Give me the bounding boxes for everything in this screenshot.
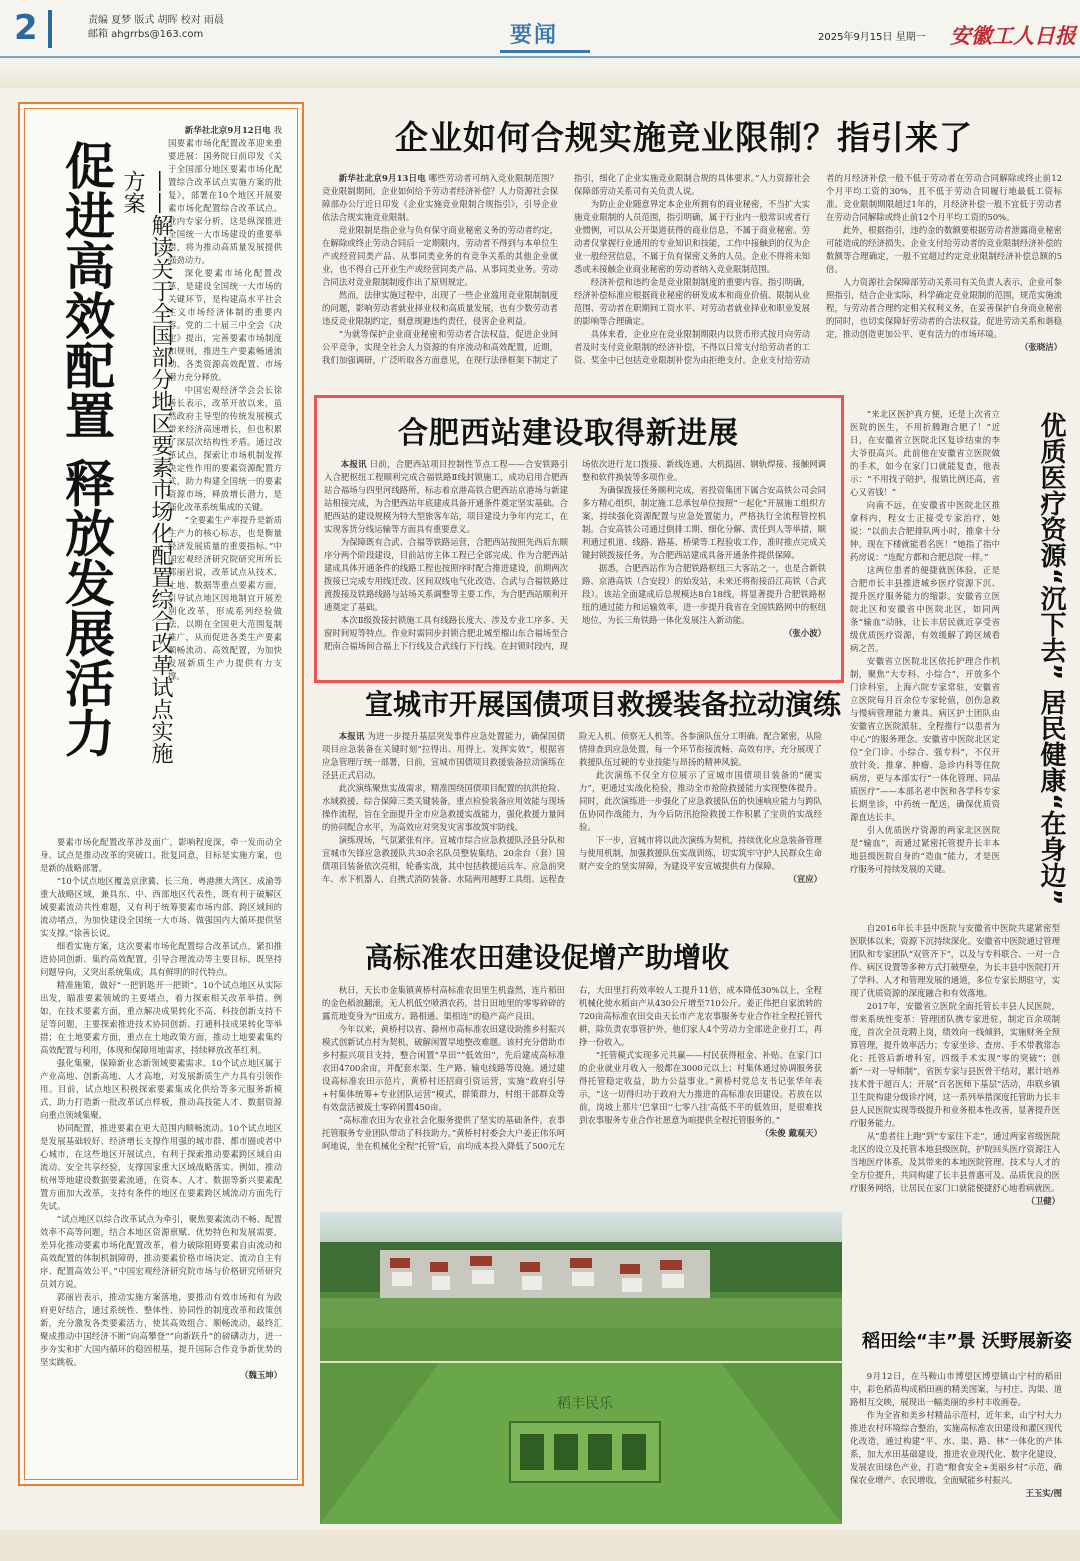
lead-paragraph: 精准施策，做好“一把钥匙开一把锁”。10个试点地区从实际出发，瞄准要素领域的主要堵点，着力探索相关改革举措。例如，在技术要素方面，重点解决成果转化不高、科技创新支持不足等问题，主要探索推进技术协同创新、打通科技成果转化等举措；在土地要素方面，重点在土地政策方面，推动土地要素集约高效配置与利用，体现和保障用地需求，持续释放改革红利。 bbox=[40, 980, 282, 1055]
lead-byline: 新华社北京9月12日电 bbox=[184, 125, 271, 135]
news6-body-continued bbox=[850, 922, 1060, 1262]
news1-byline: 新华社北京9月13日电 bbox=[338, 173, 426, 183]
section-name: 要闻 bbox=[510, 23, 559, 48]
news1-author: （张晓洁） bbox=[1020, 342, 1062, 352]
news3-byline: 本报讯 bbox=[338, 731, 365, 741]
news2-paragraph: 本次Ⅱ级拨接封锁施工具有线路长度大、涉及专业工序多、天窗时间短等特点。作业时需同步封锁合肥北城至榴山东合福场至合肥南合福场间合福上下行线及合武线行下行线。在封锁时段内，现场依次进行龙口拨接、新线连通、大机捣固、钢轨焊接、接触网调整和软件换装等多项作业。 bbox=[324, 459, 826, 651]
news3-headline: 宣城市开展国债项目救援装备拉动演练 bbox=[365, 688, 842, 721]
news4-paragraph: “托管模式实现多元共赢——村民获得租金、补贴、在家门口的企业就业月收入一般都在3000元以上；村集体通过协调服务获得托管稳定收益，助力公益事业。”黄桥村党总支书记张华年表示，“这一切得归功于政府大力推进的高标准农田建设。若放在以前，岗坡上那片‘巴掌田’‘七零八挂’高低不平的低效田，是很难找到农事服务专业合作社愿意为咱提供全程托管服务的。” bbox=[579, 1050, 822, 1125]
lead-paragraph: 我国要素市场化配置改革迎来重要进展：国务院日前印发《关于全国部分地区要素市场化配置综合改革试点实施方案的批复》，部署在10个地区开展要素市场化配置综合改革试点。业内专家分析，这是纵深推进全国统一大市场建设的重要举措，将为推动高质量发展提供强劲动力。 bbox=[168, 125, 282, 265]
news3-author: （宣应） bbox=[788, 874, 822, 884]
editors-line: 责编 夏梦 版式 胡晖 校对 雨晨 bbox=[88, 15, 224, 26]
decorative-band bbox=[0, 60, 1080, 88]
news3-paragraph: 下一步，宣城市将以此次演练为契机，持续优化应急装备管理与使用机制，加强救援队伍实战训练，切实筑牢守护人民群众生命财产安全的坚实屏障，为建设平安宣城提供有力保障。 bbox=[579, 835, 822, 871]
lead-article-subtitle: ——解读关于全国部分地区要素市场化配置综合改革试点实施方案 bbox=[120, 170, 173, 764]
news4-paragraph: 秋日，天长市金集镇黄桥村高标准农田里生机盎然，连片稻田的金色稻浪翻滚，无人机低空喷洒农药，昔日田地里的零零碎碎的露荒地变身为“田成方、路相通、渠相连”的稳产高产良田。 bbox=[322, 985, 565, 1021]
news2-paragraph: 为确保拨接任务顺利完成，省投资集团下属合安高铁公司会同多方精心组织，制定施工总承包单位按照“一起化”开展施工组织方案，持续强化资源配置与应急处置能力，严格执行全流程管控机制。合安高铁公司通过倒排工期、细化分解、责任到人等举措，顺利通过机道、线路、路基、桥梁等工程验收工作，准时推点完成关键封锁拨接任务，为合肥西站建成具备开通条件提供保障。 bbox=[582, 485, 826, 560]
news1-paragraph: 此外，根据指引，违约金的数额要根据劳动者泄露商业秘密可能造成的经济损失、企业支付给劳动者的竞业限制经济补偿的数额等合理确定，一般不宜超过约定竞业限制经济补偿总额的5倍。 bbox=[826, 225, 1062, 274]
news1-paragraph: 经济补偿和违约金是竞业限制制度的重要内容。指引明确，经济补偿标准应根据商业秘密的研发成本和商业价值、限制从业范围、劳动者在职期间工资水平、对劳动者就业择业和职业发展的影响等合理确定。 bbox=[574, 277, 810, 326]
news5-body bbox=[850, 1370, 1062, 1526]
news2-author: （张小波） bbox=[784, 628, 826, 638]
news6-paragraph: 安徽省立医院北区依托护理合作机制，聚焦“大专科、小综合”，开放多个门诊科室，上海六院专家常驻，安徽省立医院每月百余位专家轮值，创伤急救与慢病管理能力兼具。病区护士团队由安徽省立医院派驻，全程推行“以患者为中心”的服务理念。安徽省中医院北区定位“全门诊、小综合、强专科”，不仅开放针灸、推拿、肿瘤、急诊内科等住院病房，更与本部实行“一体化管理、同品质医疗”——本部名老中医和各学科专家长期坐诊，中药统一配送，确保优质资源直达长丰。 bbox=[850, 656, 1000, 822]
news4-author: （朱俊 戴观天） bbox=[760, 1128, 822, 1138]
news3-paragraph: 演练现场，气氛紧张有序。宣城市综合应急救援队泾县分队和宣城市矢锋应急救援队共30余名队员整装集结，20余台（套）国债项目装备依次亮相，轮番实战，其中包括救援运兵车、应急前突车、水下机器人、自携式消防装备、水陆两用越野工具组、远程查险无人机、侦察无人机等。各参演队伍分工明确、配合紧密，从险情排查到应急处置，每一个环节衔接流畅、高效有序，充分展现了救援队伍过硬的专业技能与昂扬的精神风貌。 bbox=[322, 731, 822, 884]
news1-paragraph: 人力资源社会保障部劳动关系司有关负责人表示，企业可参照指引，结合企业实际，科学确定竞业限制的范围，规范实施流程，与劳动者合理约定相关权利义务，在妥善保护自身商业秘密的同时，也切实保障好劳动者的合法权益，促进劳动关系和谐稳定，推动创造更加公平、更有活力的市场环境。 bbox=[826, 277, 1062, 339]
news3-paragraph: 此次演练聚焦实战需求，精准围绕国债项目配置的抗洪抢险、水域救援、综合保障三类关键装备，重点检验装备应用效能与现场操作流程，旨在全面提升全市应急救援实战能力，强化救援力量间的协同配合水平，为高效应对突发灾害事故筑牢防线。 bbox=[322, 783, 565, 832]
news3-paragraph: 为进一步提升基层突发事件应急处置能力，确保国债项目应急装备在关键时刻“拉得出、用得上、发挥实效”，根据省应急管理厅统一部署，日前，宣城市国债项目救援装备拉动演练在泾县正式启动。 bbox=[322, 731, 565, 780]
news2-paragraph: 为保障既有合武、合福等铁路运营，合肥西站按照先西后东顺序分两个阶段建设，目前站房主体工程已全部完成。作为合肥西站建成具体开通条件的线路工程也按照序时配合推进建设，前期两次拨接已完成专用线迁改、区间双线电气化改造、合武与合福铁路过渡拨接及铁路线路与站场关系调整等主要工作，为合肥西站顺利开通奠定了基础。 bbox=[324, 537, 568, 612]
lead-paragraph: 中国宏观经济学会会长徐善长表示，改革开放以来，虽然政府主导型的传统发展模式带来经济高速增长，但也积累了深层次结构性矛盾。通过改革试点，探索让市场机制发挥决定性作用的要素资源配置方式，助力构建全国统一的要素资源市场，释放增长潜力，是强化改革系统集成的关键。 bbox=[168, 385, 282, 512]
news4-body bbox=[322, 984, 822, 1206]
news3-paragraph: 此次演练不仅全方位展示了宣城市国债项目装备的“硬实力”，更通过实战化检验，推动全市抢险救援能力实现整体提升。同时，此次演练进一步强化了应急救援队伍的快速响应能力与跨队伍协同作战能力，为今后防汛抢险救援工作积累了宝贵的实战经验。 bbox=[579, 770, 822, 832]
masthead bbox=[0, 0, 1080, 58]
lead-author: （魏玉坤） bbox=[240, 1370, 282, 1380]
lead-paragraph: 郭丽岩表示，推动实施方案落地，要推动有效市场和有为政府更好结合，通过系统性、整体性、协同性的制度改革和政策创新，充分激发各类要素活力，使其高效组合、顺畅流动，最终汇聚成推动中国经济不断“向高攀登”“向新跃升”的磅礴动力，进一步夯实和扩大国内循环的稳固根基，提升国际合作竞争新优势的坚实跳板。 bbox=[40, 1292, 282, 1367]
news6-headline: 优质医疗资源“沉下去” 居民健康“在身边” bbox=[1036, 412, 1066, 906]
news1-body bbox=[322, 172, 1062, 382]
news6-author: （卫健） bbox=[1026, 1196, 1060, 1206]
news4-headline: 高标准农田建设促增产助增收 bbox=[365, 941, 730, 974]
news3-body bbox=[322, 730, 822, 926]
news5-author: 王玉实/图 bbox=[1025, 1488, 1062, 1498]
email-line: 邮箱 ahgrrbs@163.com bbox=[88, 29, 204, 40]
aerial-rice-paddy-photo bbox=[320, 1212, 842, 1524]
newspaper-logo: 安徽工人日报 bbox=[950, 23, 1076, 48]
decorative-bottom-band bbox=[0, 1530, 1080, 1561]
news1-paragraph: 然而，法律实施过程中，出现了一些企业滥用竞业限制制度的问题，影响劳动者就业择业权和高质量发展，也有少数劳动者违反竞业限制约定，刻意规避违约责任，侵害企业利益。 bbox=[322, 290, 558, 326]
lead-paragraph: 协同配置，推进要素在更大范围内顺畅流动。10个试点地区是发展基础较好、经济增长支撑作用强的城市群、都市圈或者中心城市，在这些地区开展试点，有利于探索推动要素跨区域自由流动、安全共享经验，支撑国家重大区域战略落实。例如，推动杭州等地建设数据要素流通，在资本、人才、数据等新兴要素配置方面加大改革，支持有条件的地区在要素跨区域流动方面先行先试。 bbox=[40, 1123, 282, 1211]
lead-paragraph: “全要素生产率提升是新质生产力的核心标志，也是衡量经济发展质量的重要指标。”中国宏观经济研究院研究所所长郭丽岩说，改革试点从技术、土地、数据等重点要素方面，引导试点地区因地制宜开展差别化改革，形成系列经验做法，以期在全国更大范围复制推广，从而促进各类生产要素顺畅流动、高效配置，为加快发展新质生产力提供有力支撑。 bbox=[168, 515, 282, 681]
news2-paragraph: 日前，合肥西站项目控制性节点工程——合安铁路引入合肥枢纽工程顺利完成合福铁路Ⅱ线封锁施工，成功启用合肥西站合福场与四里河线路所，标志着京港高铁合肥西站京港场与新建站相接完成，为合肥西站年底建成具备开通条件奠定坚实基础。合肥西站的建设规模为特大型旅客车站，项目建设力争年内完工，在实现客货分线运输等方面具有重要意义。 bbox=[324, 459, 569, 534]
news6-paragraph: 从“患者往上跑”到“专家往下走”，通过两家省级医院北区的设立及托管本地县级医院，护院回头医疗资源注入当地医疗体系，及其带来的本地医院管理、技术与人才的全方位提升，共同构建了长丰县普惠可及、品质优良的医疗服务网络，让居民在家门口就能便捷舒心地看病就医。 bbox=[850, 1131, 1060, 1193]
news5-paragraph: 作为全省和美乡村精品示范村，近年来，山宁村大力推进农村环境综合整治，实施高标准农田建设和灌区现代化改造，通过构建“平、水、渠、路、林”一体化的产体系，加大水田基础建设，推进农业现代化、数字化建设，发展农田绿色产业，打造“粮食安全+美丽乡村”示范，确保农业增产、农民增收，全面赋能乡村振兴。 bbox=[850, 1410, 1062, 1485]
lead-article-body-bottom bbox=[40, 836, 282, 1466]
news2-byline: 本报讯 bbox=[340, 459, 367, 469]
news6-paragraph: 向南不远，在安徽省中医院北区推拿科内，程女士正接受专家治疗，她说：“以前去合肥排队两小时，推拿十分钟。现在下楼就能看名医！”她指了指中药房说：“连配方都和合肥总院一样。” bbox=[850, 500, 1000, 562]
news4-paragraph: “高标准农田为农业社会化服务提供了坚实的基础条件，农事托管服务专业团队带动了科技助力。”黄桥村村委会大户姜正伟乐呵呵地说，坐在机械化全程“托管”后，亩均成本投入降低了500元左右，大田里打药效率较人工提升11倍，成本降低30%以上，全程机械化使水稻亩产从430公斤增至710公斤。姜正伟把自家流转的720亩高标准农田交由天长市产龙农事服务专业合作社全程托管代耕，除负责农事管护外，他们家人4个劳动力全部进企业打工，再挣一份收入。 bbox=[322, 985, 822, 1151]
news5-paragraph: 9月12日，在马鞍山市博望区博望镇山宁村的稻田中，彩色稻苗构成稻田画的精美图案，与村庄、沟渠、道路相互交映，展现出一幅美丽的乡村丰收画卷。 bbox=[850, 1371, 1062, 1407]
editors-info bbox=[88, 14, 224, 42]
news1-paragraph: 哪些劳动者可纳入竞业限制范围？竞业限制期间，企业如何给予劳动者经济补偿？人力资源社会保障部办公厅近日印发《企业实施竞业限制合规指引》，引导企业依法合规实施竞业限制。 bbox=[322, 173, 559, 222]
page-number-bar bbox=[48, 10, 52, 48]
news6-paragraph: 引入优质医疗资源的两家北区医院是“输血”，而通过紧密托管提升长丰本地县级医院自身的“造血”能力，才是医疗服务可持续发展的关键。 bbox=[850, 825, 1000, 874]
news2-headline: 合肥西站建设取得新进展 bbox=[398, 416, 739, 451]
news1-paragraph: 为防止企业随意界定本企业所拥有的商业秘密，不当扩大实施竞业限制的人员范围，指引明确，属于行业内一般常识或者行业惯例，可以从公开渠道获得的商业信息，不属于商业秘密。劳动者仅掌握行业通用的专业知识和技能，工作中接触到的仅为企业一般经营信息，不属于负有保密义务的人员。企业不得将未知悉或未接触企业商业秘密的劳动者纳入竞业限制范围。 bbox=[574, 199, 810, 274]
lead-paragraph: “试点地区以综合改革试点为牵引，聚焦要素流动不畅、配置效率不高等问题，结合本地区资源禀赋、优势特色和发展需要，差异化推动要素市场化配置改革，着力破除阻碍要素自由流动和高效配置的体制机制障碍，推动要素价格市场决定、流动自主有序、配置高效公平。”中国宏观经济研究院市场与价格研究所研究员刘方说。 bbox=[40, 1214, 282, 1289]
news6-paragraph: 这两位患者的便捷就医体验，正是合肥市长丰县推进城乡医疗资源下沉、提升医疗服务能力的缩影。安徽省立医院北区和安徽省中医院北区，如同两条“输血”动脉，让长丰居民就近享受省级优质医疗资源，有效缓解了跨区域看病之苦。 bbox=[850, 565, 1000, 653]
news1-paragraph: 具体来看，企业应在竞业限制期限内以货币形式按月向劳动者及时支付竞业限制的经济补偿，不得以日常支付给劳动者的工资、奖金中已包括竞业限制补偿为由拒绝支付。企业支付给劳动者的月经济补偿一般不低于劳动者在劳动合同解除或终止前12个月平均工资的30%，且不低于劳动合同履行地最低工资标准。竞业限制期限超过1年的，月经济补偿一般不宜低于劳动者在劳动合同解除或终止前12个月平均工资的50%。 bbox=[574, 173, 1062, 365]
lead-article-title: 促进高效配置 释放发展活力 bbox=[57, 140, 115, 758]
issue-date: 2025年9月15日 星期一 bbox=[818, 32, 926, 43]
news6-paragraph: 2017年，安徽省立医院全面托管长丰县人民医院，带来系统性变革：管理团队携专家进驻，制定百余项制度，首次全员竞聘上岗，绩效向一线倾斜，实施财务全预算管理，提升效率活力；专家坐诊、查房、手术带教常态化；托管后新增科室，四级手术实现“零的突破”；创新“一对一导师制”，省医专家与县医骨干结对，累计培养技术骨干超百人；开展“百名医师下基层”活动，串联乡镇卫生院构建分级诊疗网，这一系列举措深度托管助力长丰县人民医院实现等级提升和业务根本性改善，显著提升医疗服务能力。 bbox=[850, 1001, 1060, 1128]
news2-paragraph: 据悉，合肥西站作为合肥铁路枢纽三大客站之一，也是合新铁路、京港高铁（合安段）的始发站，未来还将衔接沿江高铁（合武段）。该站全面建成后总规模达8台18线，将显著提升合肥铁路枢纽的通过能力和运输效率，进一步提升我省在全国铁路网中的枢纽地位，为长三角铁路一体化发展注入新动能。 bbox=[582, 563, 826, 625]
news6-body bbox=[850, 408, 1000, 920]
news1-paragraph: “为就等保护企业商业秘密和劳动者合法权益，促进企业间公平竞争，实现全社会人力资源的有序流动和高效配置，近期，我们加强调研，广泛听取各方面意见，在现行法律框架下制定了指引，细化了企业实施竞业限制合规的具体要求。”人力资源社会保障部劳动关系司有关负责人说。 bbox=[322, 173, 810, 365]
news1-paragraph: 竞业限制是指企业与负有保守商业秘密义务的劳动者约定，在解除或终止劳动合同后一定期限内，劳动者不得到与本单位生产或经营同类产品、从事同类业务的有竞争关系的其他企业就业，也不得自己开业生产或经营同类产品、从事同类业务。劳动合同法对竞业限制制度作出了原则规定。 bbox=[322, 225, 558, 287]
news2-body bbox=[324, 458, 826, 670]
lead-paragraph: 要素市场化配置改革涉及面广，影响程度深，牵一发而动全身。试点是推动改革的突破口。批复同意，目标是实施方案，也是新的战略部署。 bbox=[40, 837, 282, 873]
lead-paragraph: 细看实施方案，这次要素市场化配置综合改革试点，紧扣推进协同创新、集约高效配置，引导合理流动等主要目标，既坚持问题导向，又突出系统集成，具有鲜明的时代特点。 bbox=[40, 941, 282, 977]
paddy-art-text: 稻丰民乐 bbox=[557, 1396, 613, 1412]
page-number: 2 bbox=[14, 8, 38, 48]
news5-headline: 稻田绘“丰”景 沃野展新姿 bbox=[862, 1331, 1072, 1352]
lead-paragraph: 深化要素市场化配置改革，是建设全国统一大市场的关键环节，是构建高水平社会主义市场经济体制的重要内容。党的二十届三中全会《决定》提出，完善要素市场制度和规则，推进生产要素畅通流动、各类资源高效配置、市场潜力充分释放。 bbox=[168, 268, 282, 382]
news6-paragraph: 自2016年长丰县中医院与安徽省中医院共建紧密型医联体以来，资源下沉持续深化。安徽省中医院通过管理团队和专家团队“双管齐下”，以及与专科联合、一对一合作、病区设置等多种方式打破壁垒，为长丰县中医院打开了学科、人才和管理发展的通道，多位专家长期驻守，实现了优质资源的深度融合和有效落地。 bbox=[850, 923, 1060, 998]
news1-headline: 企业如何合规实施竞业限制？指引来了 bbox=[395, 118, 973, 157]
lead-paragraph: 强化集聚，保障新业态新领域要素需求。10个试点地区属于产业高地、创新高地、人才高地，对发展新质生产力具有引领作用。目前，试点地区积极探索要素集成化供给等多元服务新模式，助力打造新一批改革试点样板，推动高技能人才、数据资源向重点领域集聚。 bbox=[40, 1058, 282, 1120]
news6-paragraph: “来北区医护真方便，还是上次省立医院的医生，不用折腾跑合肥了！”近日，在安徽省立医院北区复诊结束的李大爷很高兴。此前他在安徽省立医院做的手术，如今在家门口就能复查，他表示：“不用找子陪护，报销比例还高，省心又省钱！” bbox=[850, 409, 1000, 497]
news4-paragraph: 今年以来，黄桥村以省、滁州市高标准农田建设助推乡村振兴模式创新试点村为契机，破解闲置旱地整改难题。该村充分借助市乡村振兴项目支持，整合闲置“旱田”“低效田”，先后建成高标准农田4700余亩，并配套水渠、生产路、输电线路等设施。通过建设高标准农田示范片，黄桥村还招商引资运营，实施“政府引导+村集体统筹+专业团队运营”模式，群策群力，村组干部群众等有效盘活被废土零碎闲置450亩。 bbox=[322, 1024, 565, 1112]
lead-paragraph: “10个试点地区覆盖京津冀、长三角、粤港澳大湾区、成渝等重大战略区域，兼具东、中、西部地区代表性，既有利于破解区域要素流动共性难题，又有利于统筹要素市场内部、跨区域间的流动堵点，为加快建设全国统一大市场、做强国内大循环提供坚实支撑。”徐善长说。 bbox=[40, 876, 282, 938]
lead-article-body-top bbox=[168, 124, 282, 834]
section-underline bbox=[500, 50, 590, 53]
